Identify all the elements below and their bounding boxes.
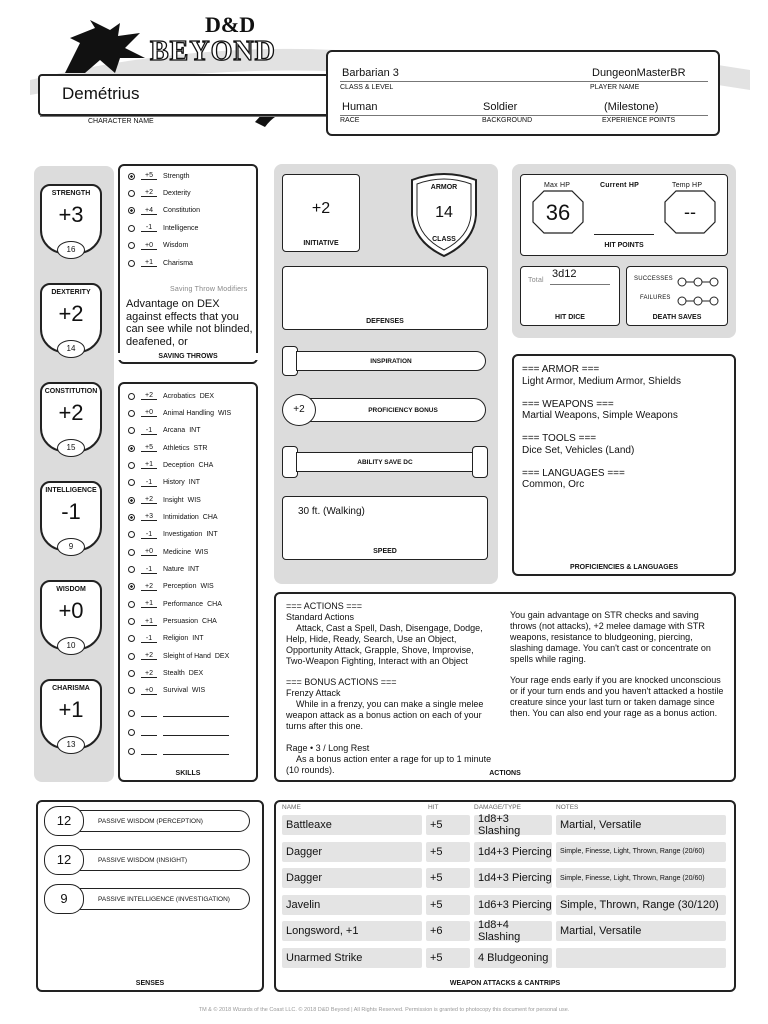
armor-label: ARMOR (430, 184, 458, 191)
hit-dice-rule (550, 284, 610, 285)
proficient-dot-icon[interactable] (128, 173, 135, 180)
failure-checkboxes (676, 293, 720, 303)
proficient-dot-icon[interactable] (128, 207, 135, 214)
ability-modifier[interactable]: +3 (58, 202, 84, 227)
weapons-header-notes: NOTES (556, 804, 579, 811)
empty-dot-icon[interactable] (128, 427, 135, 434)
skill-name: Insight (163, 496, 184, 504)
armor-class-value[interactable]: 14 (435, 204, 453, 221)
empty-dot-icon[interactable] (128, 479, 135, 486)
skill-attribute: CHA (202, 513, 218, 521)
sense-label: PASSIVE WISDOM (PERCEPTION) (80, 810, 250, 832)
max-hp-value[interactable]: 36 (545, 200, 571, 225)
death-saves-label: DEATH SAVES (652, 314, 702, 321)
actions-label: ACTIONS (489, 770, 521, 777)
saving-throw-name: Intelligence (163, 224, 199, 232)
skill-modifier: +2 (141, 583, 157, 591)
weapon-hit: +5 (426, 842, 470, 862)
skill-modifier: +2 (141, 670, 157, 678)
hit-dice-total-label: Total (528, 277, 544, 284)
initiative-value[interactable]: +2 (311, 200, 331, 217)
skill-modifier: +1 (141, 461, 157, 469)
skill-row[interactable] (128, 479, 200, 487)
skill-attribute: WIS (217, 409, 232, 417)
skill-name: Acrobatics (163, 392, 196, 400)
footer-copyright: TM & © 2018 Wizards of the Coast LLC. © 2018 D&D Beyond | All Rights Reserved. Permission is granted to photocopy this document for personal use. (198, 1007, 570, 1013)
actions-right-text: You gain advantage on STR checks and saving throws (not attacks), +2 melee damage with STR weapons, resistance to bludgeoning, piercing, slashing damage. You can't cast or concentrate on spells while raging. Your rage ends early if you are knocked unconscious or if your turn ends and you haven't attacked a hostile creature since your last turn or taken damage since then. You can also end your rage as a bonus action. (510, 610, 724, 719)
saving-throw-modifier: +5 (141, 172, 157, 180)
temp-hp-value[interactable]: -- (684, 202, 696, 222)
empty-dot-icon[interactable] (128, 687, 135, 694)
empty-dot-icon[interactable] (128, 710, 135, 717)
race-label: RACE (340, 117, 360, 124)
class-label: CLASS (432, 236, 456, 243)
skill-name: Deception (163, 461, 195, 469)
weapon-name: Dagger (282, 868, 422, 888)
skill-row[interactable] (128, 496, 201, 504)
weapon-notes: Martial, Versatile (556, 921, 726, 941)
skill-row[interactable] (128, 618, 217, 626)
skill-name: Performance (163, 600, 204, 608)
saving-throws-label: SAVING THROWS (118, 353, 258, 360)
skill-row[interactable] (128, 687, 205, 695)
skill-blank-row[interactable] (128, 729, 229, 736)
ability-score[interactable]: 9 (57, 538, 85, 556)
success-circles-icon (676, 277, 720, 287)
empty-dot-icon[interactable] (128, 531, 135, 538)
skill-attribute: CHA (198, 461, 214, 469)
skill-attribute: WIS (191, 687, 206, 695)
success-checkboxes (676, 274, 720, 284)
ability-score[interactable]: 16 (57, 241, 85, 259)
blank-modifier[interactable] (141, 710, 157, 717)
ability-name: WISDOM (56, 586, 86, 593)
skill-modifier: -1 (141, 531, 157, 539)
skill-modifier: -1 (141, 427, 157, 435)
ability-name: STRENGTH (51, 190, 91, 197)
skill-blank-row[interactable] (128, 710, 229, 717)
saving-throw-name: Dexterity (163, 189, 191, 197)
skill-attribute: WIS (200, 583, 214, 591)
dragon-logo-icon (60, 18, 150, 78)
ability-modifier[interactable]: +2 (58, 301, 84, 326)
skill-attribute: DEX (188, 670, 204, 678)
blank-modifier[interactable] (141, 729, 157, 736)
empty-dot-icon[interactable] (128, 190, 135, 197)
class-level-label: CLASS & LEVEL (340, 84, 394, 91)
empty-dot-icon[interactable] (128, 242, 135, 249)
sense-label: PASSIVE INTELLIGENCE (INVESTIGATION) (80, 888, 250, 910)
skill-name: Perception (163, 583, 197, 591)
skill-blank-row[interactable] (128, 748, 229, 755)
proficiencies-text: === ARMOR === Light Armor, Medium Armor, Shields === WEAPONS === Martial Weapons, Simple Weapons === TOOLS === Dice Set, Vehicles (Land) === LANGUAGES === Common, Orc (522, 364, 681, 490)
inspiration-label: INSPIRATION (370, 358, 412, 365)
skill-row[interactable] (128, 670, 203, 678)
ability-name: INTELLIGENCE (45, 487, 97, 494)
skill-attribute: STR (193, 444, 208, 452)
skills-label: SKILLS (175, 770, 201, 777)
empty-dot-icon[interactable] (128, 729, 135, 736)
weapon-name: Unarmed Strike (282, 948, 422, 968)
xp-value[interactable]: (Milestone) (604, 101, 659, 113)
skill-name: History (163, 479, 185, 487)
saving-throw-row[interactable] (128, 259, 193, 267)
skill-attribute: INT (188, 566, 200, 573)
saving-throw-modifier: -1 (141, 224, 157, 232)
skill-modifier: +0 (141, 409, 157, 417)
ability-wisdom (40, 580, 102, 662)
skill-attribute: DEX (199, 392, 215, 400)
empty-dot-icon[interactable] (128, 618, 135, 625)
hit-dice-value[interactable]: 3d12 (552, 268, 577, 280)
weapon-name: Battleaxe (282, 815, 422, 835)
weapon-damage: 1d4+3 Piercing (474, 842, 552, 862)
successes-label: SUCCESSES (634, 276, 673, 282)
proficient-dot-icon[interactable] (128, 445, 135, 452)
speed-value[interactable]: 30 ft. (Walking) (298, 506, 365, 517)
empty-dot-icon[interactable] (128, 635, 135, 642)
weapon-hit: +5 (426, 895, 470, 915)
character-name[interactable]: Demétrius (62, 84, 140, 103)
skill-attribute: INT (188, 479, 201, 487)
empty-dot-icon[interactable] (128, 670, 135, 677)
weapons-header-hit: HIT (428, 804, 439, 811)
saving-throw-modifier: +4 (141, 207, 157, 215)
ability-name: DEXTERITY (51, 289, 91, 296)
empty-dot-icon[interactable] (128, 393, 135, 400)
skill-modifier: +3 (141, 513, 157, 521)
ability-score[interactable]: 13 (57, 736, 85, 754)
weapon-damage: 4 Bludgeoning (474, 948, 552, 968)
blank-modifier[interactable] (141, 748, 157, 755)
ability-save-dc-label: ABILITY SAVE DC (357, 459, 413, 466)
xp-label: EXPERIENCE POINTS (602, 117, 676, 124)
weapons-header-name: NAME (282, 804, 301, 811)
skill-row[interactable] (128, 566, 199, 574)
skill-row[interactable] (128, 548, 208, 556)
saving-throw-row[interactable] (128, 224, 198, 232)
sense-label: PASSIVE WISDOM (INSIGHT) (80, 849, 250, 871)
logo-beyond: BEYOND (150, 36, 276, 67)
weapon-name: Longsword, +1 (282, 921, 422, 941)
proficiency-bonus-label: PROFICIENCY BONUS (368, 407, 438, 414)
current-hp-rule (594, 234, 654, 235)
saving-throw-modifiers-label: Saving Throw Modifiers (170, 286, 248, 293)
weapon-hit: +5 (426, 815, 470, 835)
proficiency-bonus-value[interactable]: +2 (293, 404, 305, 415)
skill-modifier: +2 (141, 652, 157, 660)
skill-row[interactable] (128, 531, 218, 539)
race-rule (340, 115, 708, 116)
empty-dot-icon[interactable] (128, 410, 135, 417)
saving-throw-name: Charisma (163, 259, 193, 267)
weapon-name: Javelin (282, 895, 422, 915)
skill-attribute: INT (192, 635, 204, 643)
skill-name: Nature (163, 566, 185, 573)
ability-score[interactable]: 15 (57, 439, 85, 457)
skill-attribute: WIS (195, 548, 209, 556)
ability-modifier[interactable]: +1 (58, 697, 84, 722)
blank-skill-name[interactable] (163, 729, 229, 736)
ability-intelligence (40, 481, 102, 563)
skill-attribute: INT (189, 427, 201, 435)
skill-name: Survival (163, 687, 188, 695)
ability-name: CHARISMA (52, 685, 90, 692)
character-name-label: CHARACTER NAME (88, 118, 154, 125)
weapons-label: WEAPON ATTACKS & CANTRIPS (449, 980, 561, 987)
saving-throw-row[interactable] (128, 207, 200, 215)
skill-name: Medicine (163, 548, 192, 556)
sense-value[interactable]: 12 (44, 845, 84, 875)
skill-name: Sleight of Hand (163, 652, 211, 660)
saving-throw-modifier: +2 (141, 189, 157, 197)
failure-circles-icon (676, 296, 720, 306)
actions-left-text: === ACTIONS === Standard Actions Attack, Cast a Spell, Dash, Disengage, Dodge, Help, Hide, Ready, Search, Use an Object, Opportunity Attack, Grapple, Shove, Improvise, Two-Weapon Fighting, Interact with an Object === BONUS ACTIONS === Frenzy Attack While in a frenzy, you can make a single melee weapon attack as a bonus action on each of your turns after this one. Rage • 3 / Long Rest As a bonus action enter a rage for up to 1 minute (10 rounds). (286, 601, 492, 775)
weapon-notes: Martial, Versatile (556, 815, 726, 835)
saving-throw-row[interactable] (128, 172, 189, 180)
dragon-logo-shape (60, 18, 150, 78)
skill-attribute: CHA (202, 618, 217, 626)
proficiencies-label: PROFICIENCIES & LANGUAGES (569, 564, 679, 571)
ability-charisma (40, 679, 102, 761)
character-name-rule (40, 116, 328, 117)
saving-throw-modifiers-text: Advantage on DEX against effects that you can see while not blinded, deafened, or (126, 298, 253, 348)
skill-name: Arcana (163, 427, 186, 435)
skill-name: Animal Handling (163, 409, 214, 417)
weapon-hit: +5 (426, 948, 470, 968)
sense-row (44, 806, 248, 836)
weapon-notes: Simple, Thrown, Range (30/120) (556, 895, 726, 915)
skill-modifier: -1 (141, 635, 157, 643)
player-name-value[interactable]: DungeonMasterBR (592, 67, 686, 79)
skill-attribute: INT (206, 531, 218, 539)
skill-modifier: +2 (141, 496, 157, 504)
sense-value[interactable]: 12 (44, 806, 84, 836)
skill-row[interactable] (128, 444, 207, 452)
ability-modifier[interactable]: +2 (58, 400, 84, 425)
empty-dot-icon[interactable] (128, 225, 135, 232)
empty-dot-icon[interactable] (128, 601, 135, 608)
weapon-damage: 1d6+3 Piercing (474, 895, 552, 915)
weapon-damage: 1d8+4 Slashing (474, 921, 552, 941)
skill-modifier: +0 (141, 687, 157, 695)
ability-strength (40, 184, 102, 266)
skill-row[interactable] (128, 392, 214, 400)
proficient-dot-icon[interactable] (128, 514, 135, 521)
ability-modifier[interactable]: +0 (58, 598, 84, 623)
saving-throw-modifier: +1 (141, 259, 157, 267)
race-value[interactable]: Human (342, 101, 378, 113)
skill-row[interactable] (128, 635, 204, 643)
skill-modifier: -1 (141, 479, 157, 487)
sense-value[interactable]: 9 (44, 884, 84, 914)
saving-throw-row[interactable] (128, 242, 188, 250)
skill-modifier: +1 (141, 618, 157, 626)
ability-dexterity (40, 283, 102, 365)
skill-row[interactable] (128, 427, 200, 435)
empty-dot-icon[interactable] (128, 549, 135, 556)
empty-dot-icon[interactable] (128, 566, 135, 573)
ability-modifier[interactable]: -1 (61, 499, 81, 524)
skill-attribute: WIS (187, 496, 201, 504)
weapon-hit: +5 (426, 868, 470, 888)
speed-label: SPEED (373, 548, 397, 555)
background-label: BACKGROUND (482, 117, 533, 124)
logo-dnd: D&D (205, 12, 256, 37)
weapon-notes: Simple, Finesse, Light, Thrown, Range (20/60) (556, 842, 726, 862)
saving-throw-name: Wisdom (163, 242, 189, 250)
temp-hp-label: Temp HP (672, 182, 703, 189)
skill-modifier: +5 (141, 444, 157, 452)
saving-throw-modifier: +0 (141, 242, 157, 250)
skill-row[interactable] (128, 513, 218, 521)
blank-skill-name[interactable] (163, 748, 229, 755)
class-level-rule (340, 81, 708, 82)
skill-name: Investigation (163, 531, 203, 539)
ability-constitution (40, 382, 102, 464)
weapon-hit: +6 (426, 921, 470, 941)
ability-score[interactable]: 10 (57, 637, 85, 655)
sense-row (44, 884, 248, 914)
skill-attribute: DEX (214, 652, 230, 660)
skill-name: Athletics (163, 444, 190, 452)
current-hp-label: Current HP (600, 182, 639, 189)
skill-name: Persuasion (163, 618, 199, 626)
max-hp-label: Max HP (544, 182, 571, 189)
proficient-dot-icon[interactable] (128, 497, 135, 504)
empty-dot-icon[interactable] (128, 462, 135, 469)
saving-throw-name: Constitution (163, 207, 200, 215)
skill-row[interactable] (128, 583, 214, 591)
skill-row[interactable] (128, 600, 222, 608)
skill-attribute: CHA (207, 600, 222, 608)
skill-modifier: +2 (141, 392, 157, 400)
skill-modifier: +0 (141, 548, 157, 556)
skill-name: Religion (163, 635, 189, 643)
weapon-notes (556, 948, 726, 968)
sense-row (44, 845, 248, 875)
proficient-dot-icon[interactable] (128, 583, 135, 590)
ability-name: CONSTITUTION (44, 388, 98, 395)
empty-dot-icon[interactable] (128, 748, 135, 755)
weapon-name: Dagger (282, 842, 422, 862)
empty-dot-icon[interactable] (128, 653, 135, 660)
initiative-label: INITIATIVE (303, 240, 339, 247)
player-name-label: PLAYER NAME (590, 84, 640, 91)
skill-name: Stealth (163, 670, 185, 678)
background-value[interactable]: Soldier (483, 101, 518, 113)
defenses-label: DEFENSES (366, 318, 404, 325)
saving-throw-row[interactable] (128, 189, 191, 197)
skill-row[interactable] (128, 409, 231, 417)
ability-score[interactable]: 14 (57, 340, 85, 358)
skill-modifier: +1 (141, 600, 157, 608)
failures-label: FAILURES (640, 295, 671, 301)
hit-points-label: HIT POINTS (604, 242, 644, 249)
skill-modifier: -1 (141, 566, 157, 574)
hit-dice-label: HIT DICE (555, 314, 585, 321)
weapon-damage: 1d8+3 Slashing (474, 815, 552, 835)
skill-row[interactable] (128, 652, 229, 660)
empty-dot-icon[interactable] (128, 260, 135, 267)
blank-skill-name[interactable] (163, 710, 229, 717)
weapons-header-damage: DAMAGE/TYPE (474, 804, 521, 811)
skill-name: Intimidation (163, 513, 199, 521)
skill-row[interactable] (128, 461, 213, 469)
class-level-value[interactable]: Barbarian 3 (342, 67, 399, 79)
weapon-notes: Simple, Finesse, Light, Thrown, Range (20/60) (556, 868, 726, 888)
senses-label: SENSES (135, 980, 165, 987)
weapon-damage: 1d4+3 Piercing (474, 868, 552, 888)
saving-throw-name: Strength (163, 172, 190, 180)
